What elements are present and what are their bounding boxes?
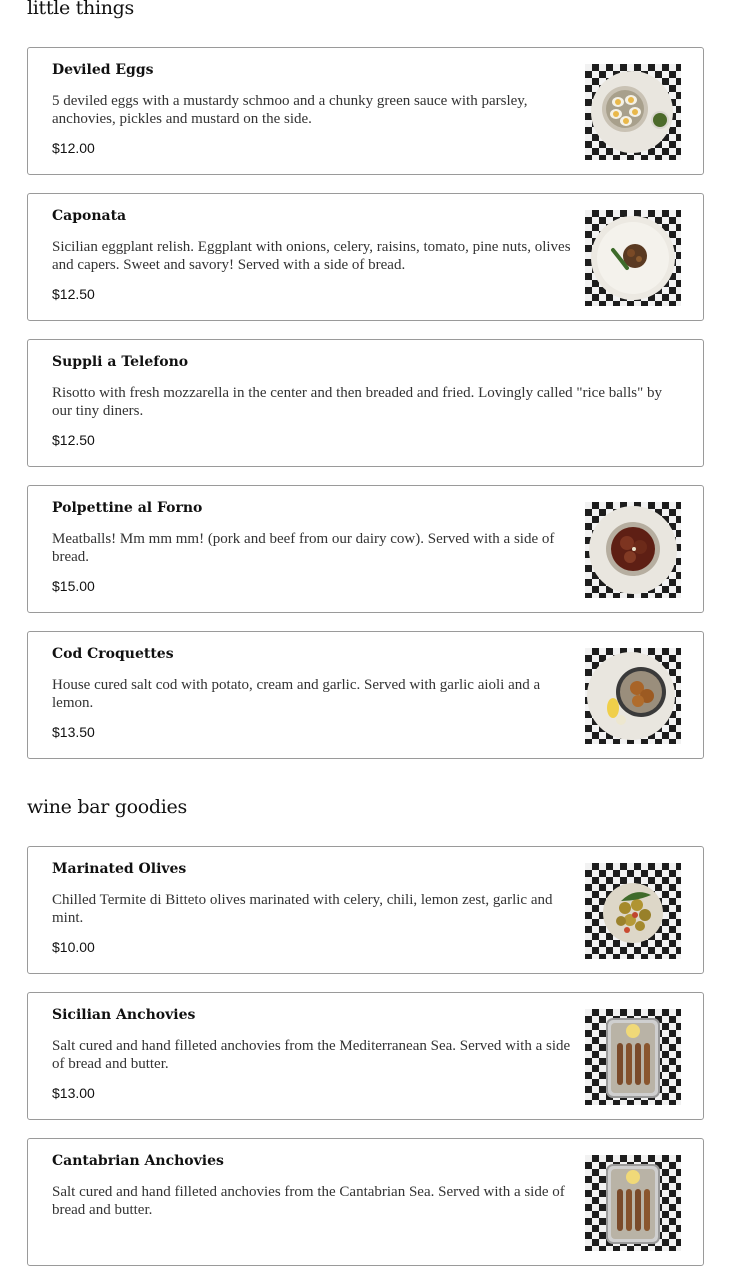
item-price: $10.00 <box>52 939 95 955</box>
menu-item-card-marinated-olives[interactable] <box>27 846 704 974</box>
item-name: Suppli a Telefono <box>52 354 189 370</box>
menu-item-card-cod-croquettes[interactable] <box>27 631 704 759</box>
item-name: Cod Croquettes <box>52 646 174 662</box>
item-description: Meatballs! Mm mm mm! (pork and beef from our dairy cow). Served with a side of bread. <box>52 531 555 565</box>
caponata-image <box>585 210 681 306</box>
item-description: Salt cured and hand filleted anchovies from the Cantabrian Sea. Served with a side of bread and butter. <box>52 1184 565 1218</box>
item-name: Marinated Olives <box>52 861 187 877</box>
olives-image <box>585 863 681 959</box>
item-description: 5 deviled eggs with a mustardy schmoo and a chunky green sauce with parsley, anchovies, pickles and mustard on the side. <box>52 93 528 127</box>
anchovies-photo <box>585 1009 681 1105</box>
item-name: Cantabrian Anchovies <box>52 1153 224 1169</box>
croquettes-photo <box>585 648 681 744</box>
deviled-eggs-image <box>585 64 681 160</box>
item-price: $12.50 <box>52 432 95 448</box>
menu-item-card-deviled-eggs[interactable] <box>27 47 704 175</box>
item-description: Salt cured and hand filleted anchovies from the Mediterranean Sea. Served with a side of bread and butter. <box>52 1038 571 1072</box>
deviled-eggs-photo <box>585 64 681 160</box>
menu-item-card-suppli-a-telefono[interactable] <box>27 339 704 467</box>
item-price: $12.50 <box>52 286 95 302</box>
anchovies-image <box>585 1009 681 1105</box>
menu-item-card-caponata[interactable] <box>27 193 704 321</box>
item-name: Polpettine al Forno <box>52 500 203 516</box>
item-price: $13.00 <box>52 1085 95 1101</box>
item-description: Chilled Termite di Bitteto olives marinated with celery, chili, lemon zest, garlic and mint. <box>52 892 553 926</box>
anchovies-photo <box>585 1155 681 1251</box>
section-title-wine-bar-goodies: wine bar goodies <box>27 796 187 818</box>
meatballs-image <box>585 502 681 598</box>
menu-item-card-sicilian-anchovies[interactable] <box>27 992 704 1120</box>
item-description: Sicilian eggplant relish. Eggplant with onions, celery, raisins, tomato, pine nuts, olives and capers. Sweet and savory! Served with a side of bread. <box>52 239 571 273</box>
croquettes-image <box>585 648 681 744</box>
item-description: Risotto with fresh mozzarella in the center and then breaded and fried. Lovingly called "rice balls" by our tiny diners. <box>52 385 662 419</box>
menu-item-card-polpettine-al-forno[interactable] <box>27 485 704 613</box>
item-name: Deviled Eggs <box>52 62 154 78</box>
meatballs-photo <box>585 502 681 598</box>
item-description: House cured salt cod with potato, cream and garlic. Served with garlic aioli and a lemon. <box>52 677 541 711</box>
item-price: $12.00 <box>52 140 95 156</box>
item-name: Caponata <box>52 208 127 224</box>
item-price: $13.50 <box>52 724 95 740</box>
section-title-little-things: little things <box>27 0 134 19</box>
caponata-photo <box>585 210 681 306</box>
menu-item-card-cantabrian-anchovies[interactable] <box>27 1138 704 1266</box>
item-price: $15.00 <box>52 578 95 594</box>
anchovies-image <box>585 1155 681 1251</box>
item-name: Sicilian Anchovies <box>52 1007 196 1023</box>
olives-photo <box>585 863 681 959</box>
